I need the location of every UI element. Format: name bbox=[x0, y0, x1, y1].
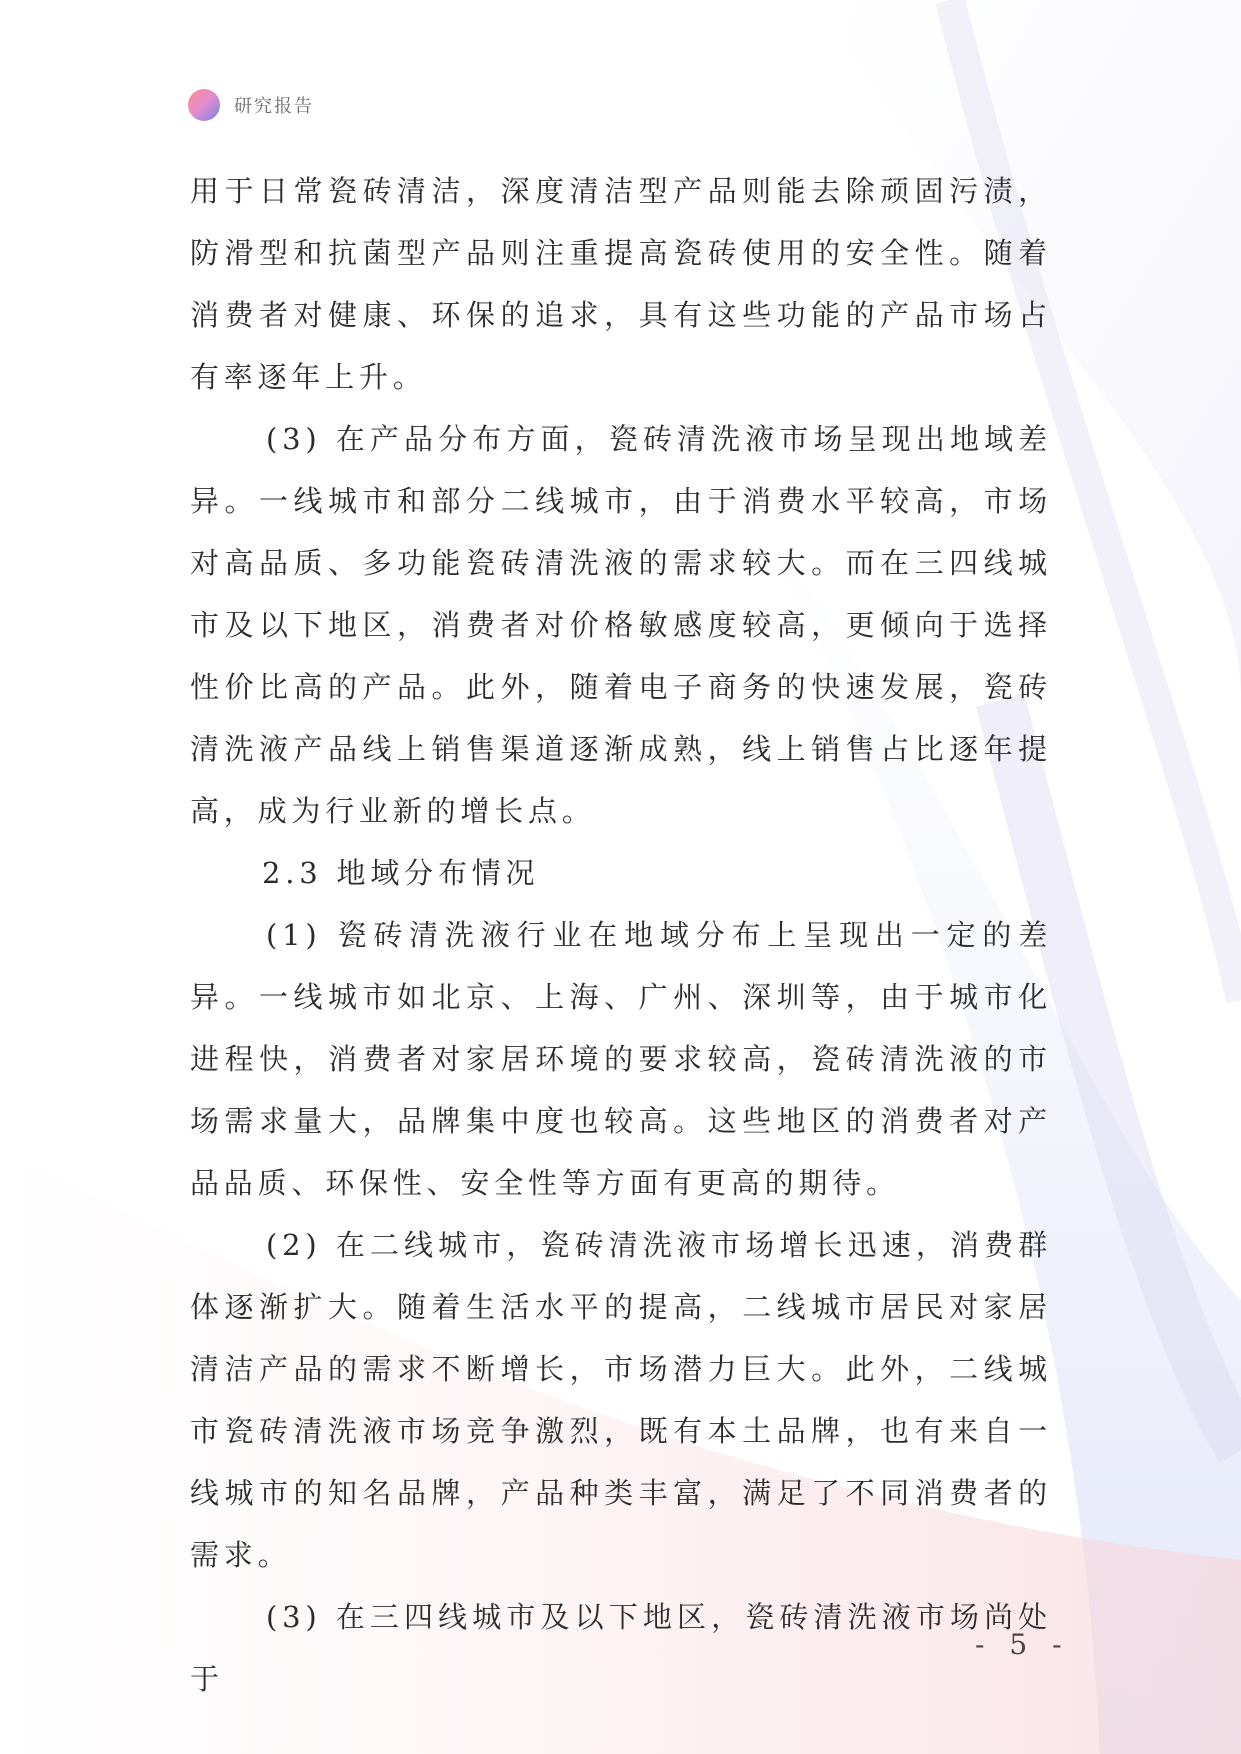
paragraph: (3) 在产品分布方面，瓷砖清洗液市场呈现出地域差异。一线城市和部分二线城市，由于消费水平较高，市场对高品质、多功能瓷砖清洗液的需求较大。而在三四线城市及以下地区，消费者对价格敏感度较高，更倾向于选择性价比高的产品。此外，随着电子商务的快速发展，瓷砖清洗液产品线上销售渠道逐渐成熟，线上销售占比逐年提高，成为行业新的增长点。 bbox=[190, 422, 1052, 828]
paragraph: (1) 瓷砖清洗液行业在地域分布上呈现出一定的差异。一线城市如北京、上海、广州、深圳等，由于城市化进程快，消费者对家居环境的要求较高，瓷砖清洗液的市场需求量大，品牌集中度也较高。这些地区的消费者对产品品质、环保性、安全性等方面有更高的期待。 bbox=[190, 918, 1052, 1200]
report-logo bbox=[188, 89, 220, 121]
paragraph: (3) 在三四线城市及以下地区，瓷砖清洗液市场尚处于 bbox=[190, 1600, 1052, 1696]
paragraph: 用于日常瓷砖清洁，深度清洁型产品则能去除顽固污渍，防滑型和抗菌型产品则注重提高瓷砖使用的安全性。随着消费者对健康、环保的追求，具有这些功能的产品市场占有率逐年上升。 bbox=[190, 174, 1052, 394]
paragraph: (2) 在二线城市，瓷砖清洗液市场增长迅速，消费群体逐渐扩大。随着生活水平的提高，二线城市居民对家居清洁产品的需求不断增长，市场潜力巨大。此外，二线城市瓷砖清洗液市场竞争激烈，既有本土品牌，也有来自一线城市的知名品牌，产品种类丰富，满足了不同消费者的需求。 bbox=[190, 1228, 1052, 1572]
page-number: - 5 - bbox=[975, 1628, 1070, 1661]
section-heading: 2.3 地域分布情况 bbox=[262, 856, 540, 890]
document-body bbox=[190, 160, 1052, 1710]
header-title: 研究报告 bbox=[234, 96, 314, 117]
report-header bbox=[188, 89, 314, 121]
